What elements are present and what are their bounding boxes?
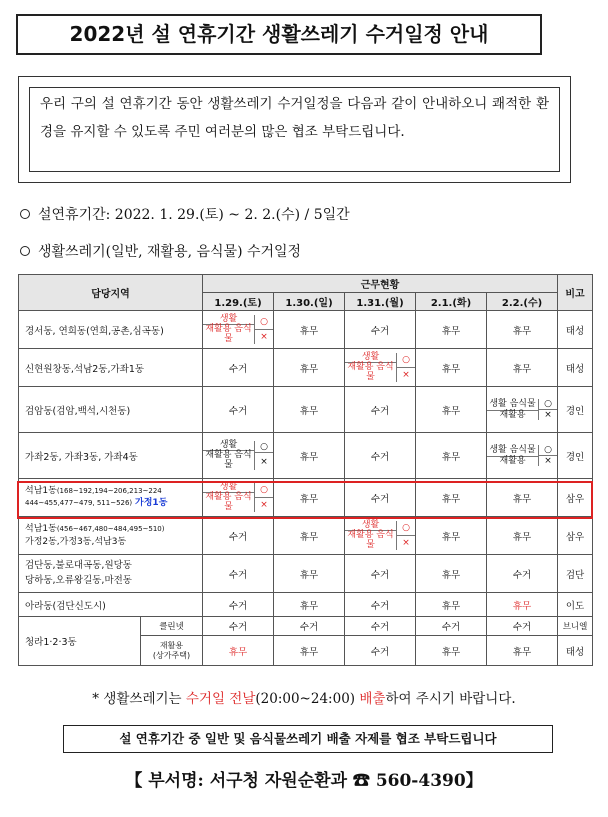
bullet-schedule-text: 생활쓰레기(일반, 재활용, 음식물) 수거일정 [38,244,302,260]
status-cell: 수거 [345,387,416,433]
area-cell: 검암동(검암,백석,시천동) [19,387,203,433]
bullet-period [20,204,350,224]
status-cell: 휴무 [274,636,345,666]
date-2: 1.31.(월) [345,293,416,311]
status-cell: 휴무 [274,433,345,479]
area-cell: 경서동, 연희동(연희,공촌,심곡동) [19,311,203,349]
status-cell: 수거 [203,387,274,433]
note-cell: 삼우 [558,479,593,517]
status-cell: 휴무 [416,636,487,666]
note-cell: 태성 [558,636,593,666]
status-cell: 휴무 [416,479,487,517]
status-cell: 수거 [345,593,416,617]
note-cell: 경인 [558,387,593,433]
table-row [19,349,593,387]
status-cell: 휴무 [416,387,487,433]
split-cell: 생활 음식물 재활용 ○ × [487,387,558,433]
status-cell: 휴무 [416,311,487,349]
status-cell: 휴무 [274,349,345,387]
note-cell: 태성 [558,349,593,387]
status-cell: 수거 [345,617,416,636]
header-row [19,275,593,293]
status-cell: 휴무 [274,387,345,433]
status-cell: 휴무 [487,636,558,666]
note-cell: 브니엘 [558,617,593,636]
status-cell: 휴무 [487,517,558,555]
discharge-note: * 생활쓰레기는 수거일 전날(20:00~24:00) 배출하여 주시기 바랍니다. [92,691,516,707]
status-cell: 수거 [345,636,416,666]
table-row [19,433,593,479]
status-cell: 휴무 [416,593,487,617]
status-cell: 휴무 [416,555,487,593]
status-cell: 휴무 [274,479,345,517]
status-cell: 수거 [203,593,274,617]
note-cell: 이도 [558,593,593,617]
schedule-table [18,274,593,666]
area-cell: 아라동(검단신도시) [19,593,203,617]
table-row [19,387,593,433]
split-cell: 생활 재활용 음식물 ○ × [345,349,416,387]
bullet-period-text: 설연휴기간: 2022. 1. 29.(토) ~ 2. 2.(수) / 5일간 [38,207,350,223]
note-cell: 검단 [558,555,593,593]
status-cell: 휴무 [487,311,558,349]
status-cell: 휴무 [416,433,487,479]
status-cell: 수거 [203,555,274,593]
area-cell: 석남1동(168~192,194~206,213~224 444~455,477~479, 511~526) 가정1동 [19,479,203,517]
date-0: 1.29.(토) [203,293,274,311]
status-cell: 수거 [203,517,274,555]
header-note: 비고 [558,275,593,311]
status-cell: 휴무 [487,593,558,617]
status-cell: 수거 [203,617,274,636]
date-4: 2.2.(수) [487,293,558,311]
split-cell: 생활 재활용 음식물 ○ × [203,311,274,349]
status-cell: 휴무 [274,555,345,593]
date-1: 1.30.(일) [274,293,345,311]
department-contact: 【 부서명: 서구청 자원순환과 ☎ 560-4390】 [125,771,483,791]
split-cell: 생활 재활용 음식물 ○ × [345,517,416,555]
header-area: 담당지역 [19,275,203,311]
split-cell: 생활 재활용 음식물 ○ × [203,479,274,517]
status-cell: 휴무 [274,517,345,555]
status-cell: 휴무 [416,349,487,387]
status-cell: 수거 [345,311,416,349]
status-cell: 휴무 [416,517,487,555]
status-cell: 수거 [274,617,345,636]
area-cell: 가좌2동, 가좌3동, 가좌4동 [19,433,203,479]
split-cell: 생활 음식물 재활용 ○ × [487,433,558,479]
circle-bullet-icon [20,246,30,256]
sub-area-cell: 재활용 (상가주택) [141,636,203,666]
status-cell: 수거 [416,617,487,636]
intro-box [18,76,571,183]
table-row [19,555,593,593]
page-title: 2022년 설 연휴기간 생활쓰레기 수거일정 안내 [16,14,542,55]
status-cell: 수거 [487,617,558,636]
area-cell: 신현원창동,석남2동,가좌1동 [19,349,203,387]
circle-bullet-icon [20,209,30,219]
intro-text: 우리 구의 설 연휴기간 동안 생활쓰레기 수거일정을 다음과 같이 안내하오니 쾌적한 환경을 유지할 수 있도록 주민 여러분의 많은 협조 부탁드립니다. [29,87,560,172]
status-cell: 수거 [345,555,416,593]
split-cell: 생활 재활용 음식물 ○ × [203,433,274,479]
status-cell: 휴무 [487,349,558,387]
header-status: 근무현황 [203,275,558,293]
table-row [19,593,593,617]
date-3: 2.1.(화) [416,293,487,311]
bullet-schedule [20,241,301,261]
table-row [19,479,593,517]
sub-area-cell: 클린넷 [141,617,203,636]
note-cell: 경인 [558,433,593,479]
cooperation-notice: 설 연휴기간 중 일반 및 음식물쓰레기 배출 자제를 협조 부탁드립니다 [63,725,553,753]
area-cell: 청라1·2·3동 [19,617,141,666]
area-cell: 검단동,불로대곡동,원당동 당하동,오류왕길동,마전동 [19,555,203,593]
note-cell: 삼우 [558,517,593,555]
status-cell: 수거 [487,555,558,593]
note-cell: 태성 [558,311,593,349]
table-row [19,517,593,555]
table-row [19,311,593,349]
status-cell: 휴무 [203,636,274,666]
status-cell: 휴무 [487,479,558,517]
status-cell: 수거 [345,479,416,517]
area-cell: 석남1동(456~467,480~484,495~510) 가정2동,가정3동,석남3동 [19,517,203,555]
status-cell: 휴무 [274,311,345,349]
table-row [19,617,593,636]
status-cell: 수거 [203,349,274,387]
status-cell: 수거 [345,433,416,479]
status-cell: 휴무 [274,593,345,617]
